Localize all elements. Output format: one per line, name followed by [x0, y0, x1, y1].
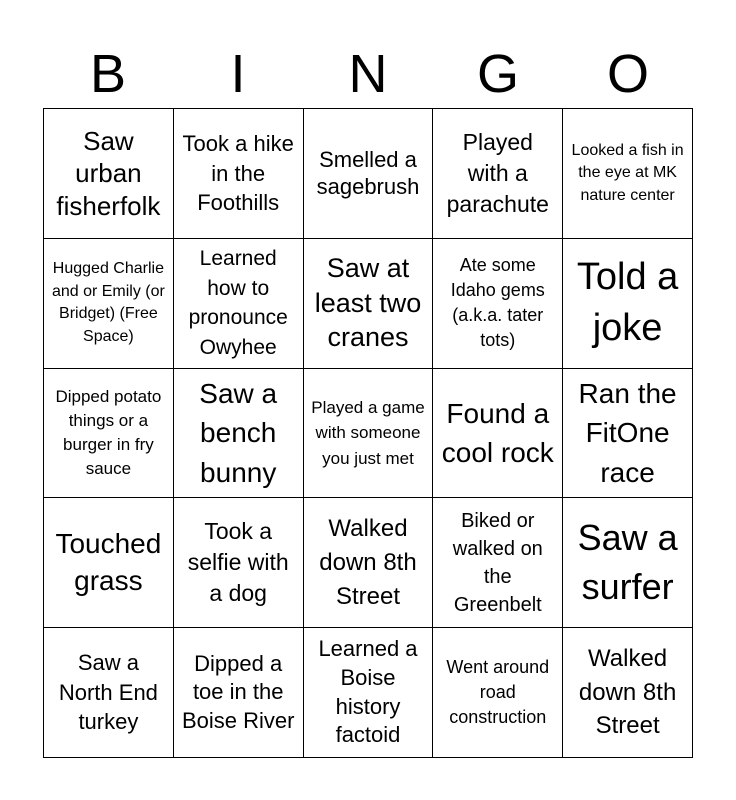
bingo-cell-text: Told a joke [576, 255, 679, 350]
bingo-cell-text: Ate some Idaho gems (a.k.a. tater tots) [450, 254, 545, 351]
bingo-cell-text: Found a cool rock [441, 397, 554, 468]
bingo-cell-text: Saw urban fisherfolk [56, 125, 161, 221]
bingo-cell-text: Learned how to pronounce Owyhee [188, 247, 288, 359]
bingo-cell-text: Went around road construction [446, 656, 550, 728]
bingo-cell-text: Ran the FitOne race [578, 378, 677, 488]
bingo-cell-text: Hugged Charlie and or Emily (or Bridget) (Free Space) [51, 260, 165, 345]
bingo-cell-text: Took a selfie with a dog [187, 518, 289, 607]
bingo-cell[interactable] [304, 109, 434, 239]
bingo-cell[interactable] [174, 628, 304, 758]
bingo-cell[interactable] [44, 369, 174, 499]
bingo-cell-text: Walked down 8th Street [319, 515, 417, 610]
bingo-cell[interactable] [174, 109, 304, 239]
header-letter-b: B [89, 44, 127, 104]
bingo-cell[interactable] [304, 369, 434, 499]
bingo-cell-text: Dipped a toe in the Boise River [181, 650, 295, 733]
bingo-cell[interactable] [174, 498, 304, 628]
bingo-cell[interactable] [563, 498, 693, 628]
bingo-cell-text: Biked or walked on the Greenbelt [452, 509, 543, 616]
bingo-cell[interactable] [304, 239, 434, 369]
bingo-cell[interactable] [563, 369, 693, 499]
bingo-cell-text: Learned a Boise history factoid [318, 636, 418, 748]
bingo-cell-text: Walked down 8th Street [578, 645, 677, 740]
bingo-cell[interactable] [174, 239, 304, 369]
bingo-cell[interactable] [304, 498, 434, 628]
bingo-cell[interactable] [433, 498, 563, 628]
header-letter-n: N [348, 44, 388, 104]
bingo-cell[interactable] [44, 628, 174, 758]
bingo-cell-text: Saw a North End turkey [58, 650, 158, 735]
bingo-cell-text: Touched grass [55, 528, 162, 596]
header-letter-o: O [606, 44, 649, 104]
bingo-cell[interactable] [304, 628, 434, 758]
bingo-cell[interactable] [174, 369, 304, 499]
bingo-cell[interactable] [44, 498, 174, 628]
bingo-cell[interactable] [44, 239, 174, 369]
bingo-cell-text: Saw a surfer [577, 517, 678, 607]
bingo-cell-text: Smelled a sagebrush [316, 146, 420, 200]
header-letter-i: I [230, 44, 246, 104]
bingo-cell-text: Took a hike in the Foothills [182, 130, 294, 216]
bingo-cell-text: Saw a bench bunny [199, 378, 278, 488]
bingo-cell[interactable] [433, 369, 563, 499]
bingo-cell-text: Saw at least two cranes [314, 253, 422, 353]
bingo-cell-text: Played with a parachute [446, 128, 549, 217]
header-letter-g: G [476, 44, 519, 104]
bingo-grid [43, 108, 693, 758]
bingo-cell[interactable] [433, 239, 563, 369]
bingo-header [43, 40, 693, 108]
bingo-cell[interactable] [563, 628, 693, 758]
bingo-cell[interactable] [563, 109, 693, 239]
bingo-cell-text: Dipped potato things or a burger in fry sauce [55, 387, 162, 478]
bingo-cell[interactable] [433, 109, 563, 239]
bingo-cell-text: Looked a fish in the eye at MK nature center [571, 141, 684, 204]
bingo-cell[interactable] [44, 109, 174, 239]
bingo-cell[interactable] [433, 628, 563, 758]
bingo-cell[interactable] [563, 239, 693, 369]
bingo-cell-text: Played a game with someone you just met [311, 397, 425, 468]
